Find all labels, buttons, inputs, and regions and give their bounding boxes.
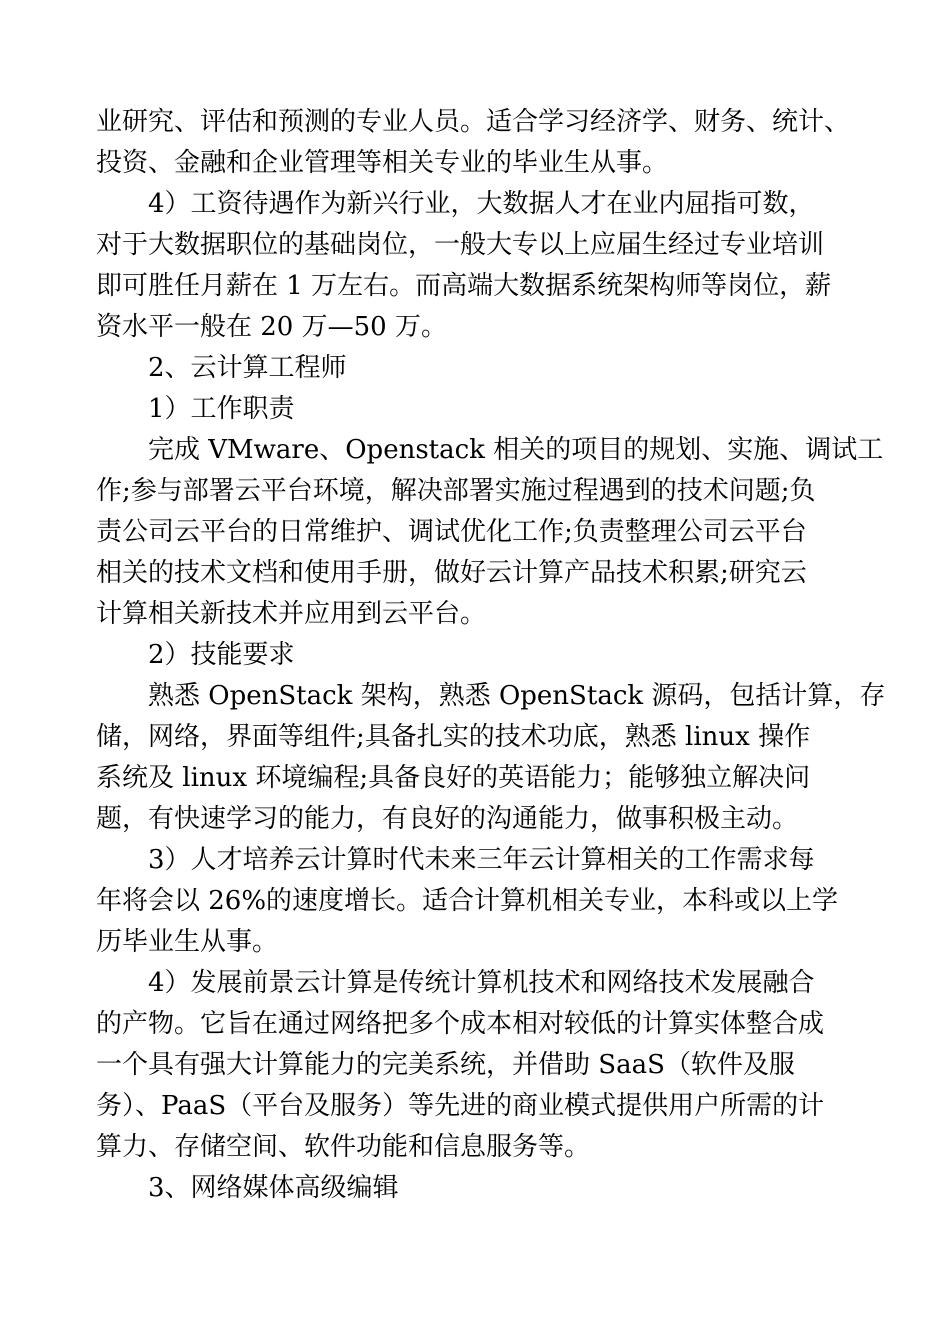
text-line: 资水平一般在 20 万—50 万。	[96, 312, 447, 342]
paragraph-continuation	[96, 102, 866, 184]
text-line: 完成 VMware、Openstack 相关的项目的规划、实施、调试工	[148, 435, 884, 465]
paragraph-talent-training	[96, 840, 866, 963]
text-line: 3、网络媒体高级编辑	[148, 1173, 399, 1203]
paragraph-prospects	[96, 963, 866, 1168]
paragraph-responsibilities	[96, 430, 884, 635]
subheading-skills	[96, 635, 866, 676]
text-line: 储，网络，界面等组件;具备扎实的技术功底，熟悉 linux 操作	[96, 722, 811, 752]
text-line: 即可胜任月薪在 1 万左右。而高端大数据系统架构师等岗位，薪	[96, 271, 832, 301]
text-line: 题，有快速学习的能力，有良好的沟通能力，做事积极主动。	[96, 804, 799, 834]
paragraph-skills	[96, 676, 886, 840]
text-line: 对于大数据职位的基础岗位，一般大专以上应届生经过专业培训	[96, 230, 825, 260]
text-line: 年将会以 26%的速度增长。适合计算机相关专业，本科或以上学	[96, 886, 839, 916]
text-line: 投资、金融和企业管理等相关专业的毕业生从事。	[96, 148, 669, 178]
text-line: 2、云计算工程师	[148, 353, 347, 383]
text-line: 4）工资待遇作为新兴行业，大数据人才在业内屈指可数，	[148, 189, 815, 219]
text-line: 一个具有强大计算能力的完美系统，并借助 SaaS（软件及服	[96, 1050, 795, 1080]
text-line: 系统及 linux 环境编程;具备良好的英语能力；能够独立解决问	[96, 763, 811, 793]
text-line: 4）发展前景云计算是传统计算机技术和网络技术发展融合	[148, 968, 815, 998]
text-line: 务）、PaaS（平台及服务）等先进的商业模式提供用户所需的计	[96, 1091, 825, 1121]
section-heading-media-editor	[96, 1168, 866, 1209]
text-line: 计算相关新技术并应用到云平台。	[96, 599, 487, 629]
section-heading-cloud-engineer	[96, 348, 866, 389]
text-line: 3）人才培养云计算时代未来三年云计算相关的工作需求每	[148, 845, 815, 875]
text-line: 2）技能要求	[148, 640, 295, 670]
document-body	[96, 102, 886, 1209]
text-line: 相关的技术文档和使用手册，做好云计算产品技术积累;研究云	[96, 558, 807, 588]
subheading-responsibilities	[96, 389, 866, 430]
paragraph-salary	[96, 184, 866, 348]
text-line: 1）工作职责	[148, 394, 295, 424]
text-line: 责公司云平台的日常维护、调试优化工作;负责整理公司云平台	[96, 517, 807, 547]
text-line: 业研究、评估和预测的专业人员。适合学习经济学、财务、统计、	[96, 107, 851, 137]
text-line: 熟悉 OpenStack 架构，熟悉 OpenStack 源码，包括计算，存	[148, 681, 886, 711]
text-line: 作;参与部署云平台环境，解决部署实施过程遇到的技术问题;负	[96, 476, 816, 506]
text-line: 算力、存储空间、软件功能和信息服务等。	[96, 1132, 591, 1162]
text-line: 历毕业生从事。	[96, 927, 279, 957]
text-line: 的产物。它旨在通过网络把多个成本相对较低的计算实体整合成	[96, 1009, 825, 1039]
